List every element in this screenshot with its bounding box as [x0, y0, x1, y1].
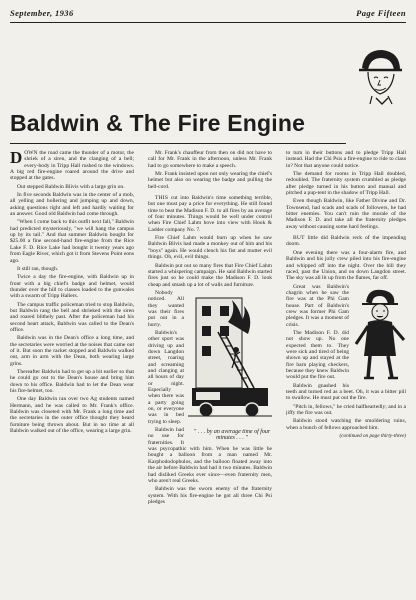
- fireman-head-icon: [354, 44, 406, 106]
- lead-in: BUT: [293, 235, 305, 242]
- illustration-caption: " . . . by an average time of four minutes . . . ": [193, 428, 271, 442]
- paragraph: Great was Baldwin's chagrin when he saw the fire was at the Phi Gam house. Part of Baldwin's crew was former Phi Gam pledges. It was a moment of crisis.: [286, 283, 349, 328]
- running-header: [10, 8, 406, 22]
- article-column-1: [10, 150, 134, 590]
- paragraph: THIS cut into Baldwin's time something terrible, but one must pay a price for everything. He still found time to beat the Madison F. D. to all fires by an average of four minutes. Things would be well under control when Fire Chief Lahm hove into view with Hook & Ladder company No. 7.: [148, 195, 272, 233]
- paragraph: Baldwin was the sworn enemy of the fraternity system. With his fire-engine he got all three Chi Psi pledges: [148, 486, 272, 505]
- title-divider: [10, 143, 346, 144]
- paragraph: to turn in their buttons and to pledge Tripp Hall instead. Had the Chi Psis a fire-engine to ride to class in? Not that anyone could notice.: [286, 150, 406, 169]
- paragraph: Even though Baldwin, like Father Divine and Dr. Townsend, had scads and scads of followers, he had bitter enemies. You can't ruin the morale of the Madison F. D. and take all the fraternity pledges away without causing some hard feelings.: [286, 198, 406, 230]
- header-divider: [10, 22, 406, 23]
- fireman-figure-icon: [352, 286, 406, 382]
- paragraph: "When I come back to this outfit next fall," Baldwin had predicted mysteriously, "we will hang the campus up by its tail." And that summer Baldwin bought for $25.00 a fine second-hand fire-engine from the Rice Lake F. D. Rice Lake had bought it twenty years ago from Eagle River, which got it from Stevens Point eons ago.: [10, 219, 134, 264]
- paragraph: Out stepped Baldwin Blivis with a large grin on.: [17, 183, 125, 190]
- page-number: Page Fifteen: [356, 8, 406, 18]
- paragraph: Mr. Frank's chauffeur from then on did not have to call for Mr. Frank in the afternoon, unless Mr. Frank had to go somewhere to make a speech.: [148, 150, 272, 169]
- continued-note: (continued on page thirty-three): [339, 433, 406, 440]
- article-column-3: [286, 150, 406, 590]
- paragraph: Baldwin gnashed his teeth and turned red as a beet. Oh, it was a bitter pill to swallow. He must put out the fire.: [286, 382, 406, 402]
- article-column-2: [148, 150, 272, 590]
- building-fire-icon: [188, 292, 272, 420]
- paragraph: Baldwin's other sport was driving up and down Langdon street, roaring and screaming and clanging at all hours of day or night. Especially when there was a party going on, or everyone was in bed trying to sleep.: [148, 329, 184, 425]
- lead-in: THIS: [155, 195, 169, 202]
- paragraph: Baldwin stood watching the smoldering ruins, when a bunch of fellows approached him.: [286, 418, 406, 431]
- fireman-illustration: [352, 286, 406, 382]
- paragraph: Nobody noticed. All they wanted was their fires put out in a hurry.: [148, 289, 184, 328]
- paragraph: Fire Chief Lahm would burn up when he saw Baldwin Blivis had made a monkey out of him and his "boys" again. He would clench his fist and mutter evil things. Oh, evil, evil things.: [148, 235, 272, 261]
- paragraph: BUT little did Baldwin reck of the impending doom.: [286, 235, 406, 248]
- article-title: Baldwin & The Fire Engine: [10, 110, 306, 136]
- paragraph: The campus traffic policeman tried to stop Baldwin, but Baldwin rang the bell and shrieked with the siren and roared blithely past. After the policeman had his second heart attack, Baldwin was called to the Dean's office.: [10, 301, 134, 333]
- paragraph: "Pitch in, fellows," he cried halfheartedly; and in a jiffy the fire was out.: [286, 403, 406, 417]
- paragraph: Baldwin put out so many fires that Fire Chief Lahm started a whispering campaign. He said Baldwin started fires just so he could make the Madison F. D. look cheap and smash up a lot of walls and furniture.: [148, 262, 272, 288]
- drop-cap: D: [10, 150, 23, 167]
- paragraph: One day Baldwin ran over two Ag students named Hermann, and he was called to Mr. Frank's office. Baldwin was closeted with Mr. Frank a long time and the secretaries in the outer office thought they heard furniture being thrown about. But in no time at all Baldwin walked out of the office, wearing a large grin.: [10, 396, 134, 435]
- paragraph: Thereafter Baldwin had to get up a bit earlier so that he could go out to the Dean's house and bring him down to his office. Baldwin had to let the Dean wear his fire-helmet, too.: [10, 369, 134, 395]
- paragraph: DOWN the road came the thunder of a motor, the shriek of a siren, and the clanging of a bell; every-body in Tripp Hall rushed to the windows. A big red fire-engine roared around the drive and stopped at the gates.: [10, 150, 134, 182]
- paragraph: One evening there was a four-alarm fire, and Baldwin and his jolly crew piled into his fire-engine and whipped off into the night. Over the hill they raced, past the Union, and on down Langdon street. The sky was all lit up from the flames, far off.: [286, 249, 406, 282]
- paragraph: Baldwin had no use for fraternities. It was psycopathic with him. When he was little he bought a balloon from a man named Mr. Karphododophulos, and the balloon floated away into the air before Baldwin had had it two minutes. Baldwin had disliked Greeks ever since—even fraternity men, who aren't real Greeks.: [148, 427, 272, 484]
- paragraph: The Madison F. D. did not show up. No one expected them to. They were sick and tired of being shown up and stayed at the fire barn playing checkers, because they knew Baldwin would put the fire out.: [286, 329, 349, 381]
- issue-date: September, 1936: [10, 8, 74, 18]
- paragraph: Mr. Frank insisted upon not only wearing the chief's helmet but also on wearing the badge and pulling the bell-cord.: [148, 171, 272, 190]
- fire-engine-illustration: [188, 292, 272, 442]
- paragraph: The demand for rooms in Tripp Hall doubled, redoubled. The fraternity system crumbled as pledge after pledge turned in his button and manual and pitched a pup-tent in the shadow of Tripp Hall.: [286, 171, 406, 197]
- paragraph: It still ran, though.: [17, 265, 59, 272]
- paragraph: In five seconds Baldwin was in the center of a mob, all yelling and hollering and jumping up and down, asking questions right and left and hardly waiting for an answer. Good old Baldwin had come through.: [10, 192, 134, 218]
- paragraph: Twice a day the fire-engine, with Baldwin up in front with a big chief's badge and helmet, would thunder over the hill to classes loaded to the gunwales with a swarm of Tripp Hallers.: [10, 274, 134, 300]
- paragraph: Baldwin was in the Dean's office a long time, and the secretaries were worried at the noises that came out of it. But soon the racket stopped and Baldwin walked out, arm in arm with the Dean, both wearing large grins.: [10, 335, 134, 367]
